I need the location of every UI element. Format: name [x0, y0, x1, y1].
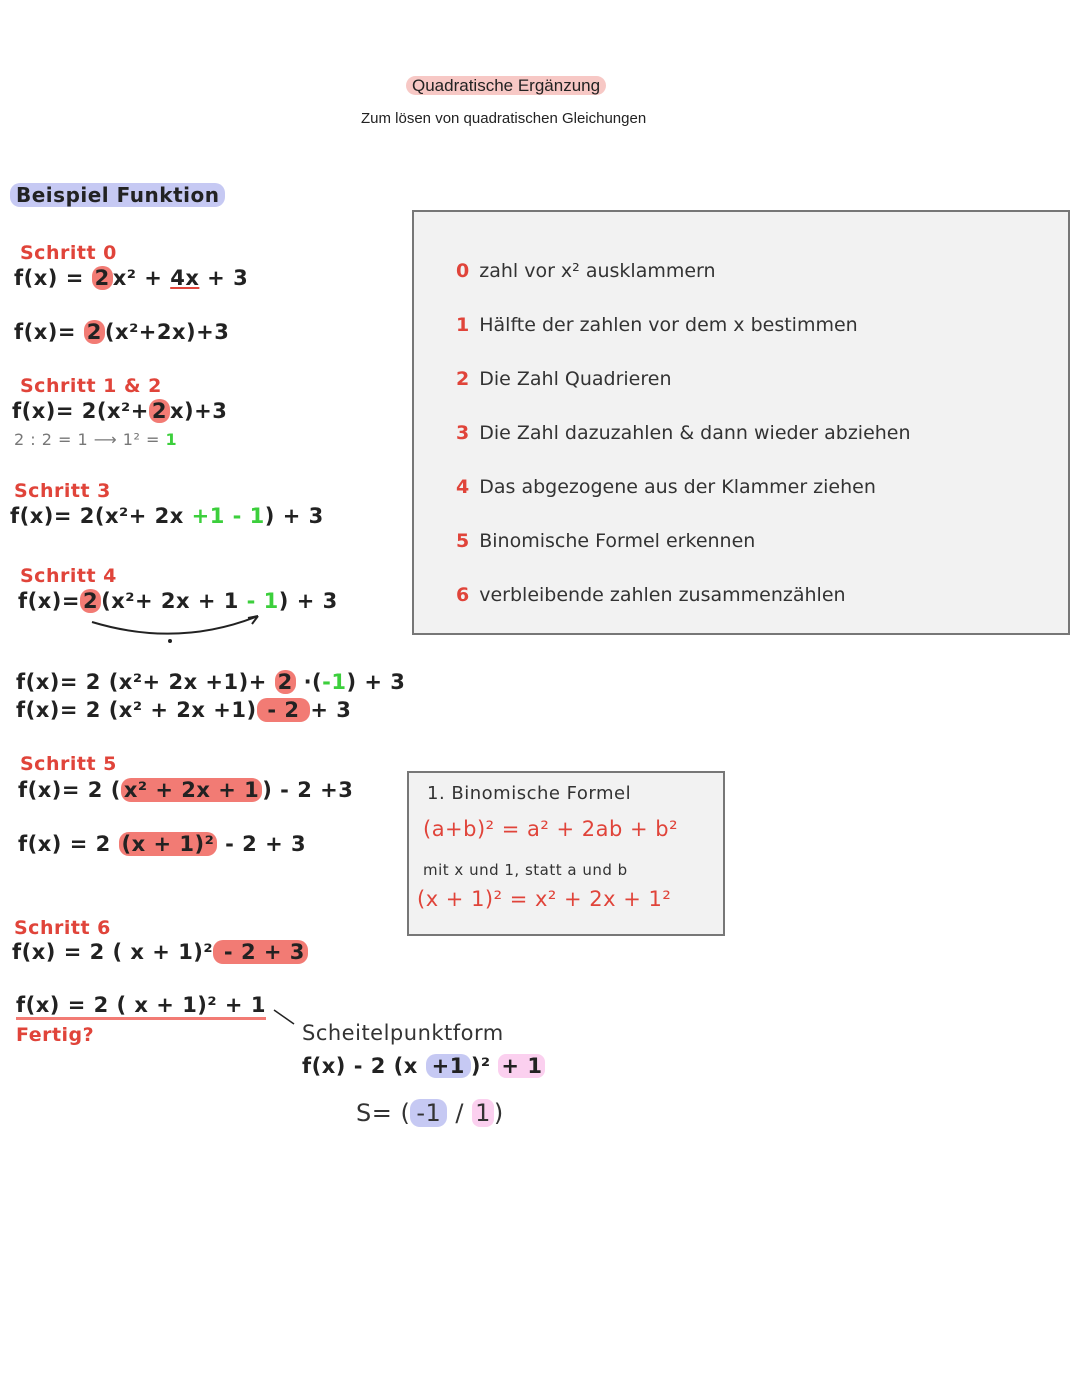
- binomial-applied: (x + 1)² = x² + 2x + 1²: [417, 887, 672, 911]
- page-subtitle: Zum lösen von quadratischen Gleichungen: [361, 110, 647, 127]
- step-5-equation-2: [18, 832, 306, 856]
- rule-item: [456, 476, 876, 498]
- move-arrow-icon: [88, 610, 268, 646]
- step-6-label: Schritt 6: [14, 917, 111, 939]
- eq-part: f(x)= 2 (: [18, 778, 121, 802]
- rule-number: 1: [456, 314, 470, 336]
- rule-item: [456, 584, 846, 606]
- eq-part: ) - 2 +3: [262, 778, 354, 802]
- eq-underlined: 4x: [170, 266, 200, 290]
- eq-highlight: x² + 2x + 1: [121, 778, 262, 802]
- rule-text: Hälfte der zahlen vor dem x bestimmen: [479, 314, 858, 336]
- step-5-equation: [18, 778, 353, 802]
- vertex-point: [356, 1099, 504, 1127]
- step-5-label: Schritt 5: [20, 753, 117, 775]
- step-0-label: Schritt 0: [20, 242, 117, 264]
- rule-number: 3: [456, 422, 470, 444]
- step-4-equation-3: [16, 698, 351, 722]
- eq-part: ) + 3: [264, 504, 324, 528]
- vertex-y: 1: [472, 1099, 494, 1127]
- eq-part: + 3: [199, 266, 249, 290]
- eq-highlight: 2: [275, 670, 296, 694]
- rule-text: zahl vor x² ausklammern: [479, 260, 716, 282]
- rules-box: [412, 210, 1070, 635]
- eq-green: +1 - 1: [191, 504, 265, 528]
- step-0-equation-2: [14, 320, 229, 344]
- rule-text: Die Zahl Quadrieren: [479, 368, 672, 390]
- vertex-part: S= (: [356, 1099, 411, 1127]
- rule-item: [456, 314, 858, 336]
- rule-item: [456, 368, 672, 390]
- rule-number: 5: [456, 530, 470, 552]
- step-0-equation: [14, 266, 248, 290]
- eq-part: f(x)=: [14, 320, 84, 344]
- rule-text: verbleibende zahlen zusammenzählen: [479, 584, 846, 606]
- eq-part: (x²+2x)+3: [104, 320, 230, 344]
- vertex-form-equation: [302, 1054, 545, 1078]
- title-text: Quadratische Ergänzung: [406, 76, 606, 95]
- eq-part: ) + 3: [346, 670, 406, 694]
- eq-part: f(x) =: [14, 266, 92, 290]
- eq-part: f(x)= 2 (x²+ 2x +1)+: [16, 670, 275, 694]
- eq-part: - 2 + 3: [217, 832, 307, 856]
- example-heading: [10, 183, 225, 207]
- rule-number: 2: [456, 368, 470, 390]
- vertex-part: /: [447, 1099, 473, 1127]
- eq-green: -1: [322, 670, 347, 694]
- step-1-2-label: Schritt 1 & 2: [20, 375, 162, 397]
- rule-item: [456, 422, 911, 444]
- eq-part: + 3: [310, 698, 352, 722]
- eq-part: ·(: [295, 670, 323, 694]
- eq-part: )²: [470, 1054, 499, 1078]
- binomial-note: mit x und 1, statt a und b: [423, 861, 628, 879]
- rule-number: 4: [456, 476, 470, 498]
- eq-highlight-pink: + 1: [498, 1054, 545, 1078]
- calc-result: 1: [165, 430, 178, 449]
- eq-part: f(x) - 2 (x: [302, 1054, 426, 1078]
- rule-text: Das abgezogene aus der Klammer ziehen: [479, 476, 876, 498]
- calc-part: 2 : 2 = 1 ⟶ 1² =: [14, 430, 166, 449]
- binomial-formula: (a+b)² = a² + 2ab + b²: [423, 817, 679, 841]
- eq-highlight: 2: [92, 266, 113, 290]
- rule-item: [456, 530, 755, 552]
- vertex-form-label: Scheitelpunktform: [302, 1021, 504, 1045]
- binomial-box: [407, 771, 725, 936]
- vertex-part: ): [493, 1099, 504, 1127]
- final-equation: f(x) = 2 ( x + 1)² + 1: [16, 993, 266, 1020]
- eq-highlight: 2: [84, 320, 105, 344]
- rule-text: Die Zahl dazuzahlen & dann wieder abziehen: [479, 422, 911, 444]
- eq-highlight: - 2: [257, 698, 311, 722]
- eq-part: f(x)= 2(x²+ 2x: [10, 504, 192, 528]
- step-1-2-calc: [14, 430, 177, 449]
- step-4-equation-2: [16, 670, 405, 694]
- eq-part: f(x)= 2 (x² + 2x +1): [16, 698, 257, 722]
- eq-highlight: 2: [80, 589, 101, 613]
- step-3-equation: [10, 504, 324, 528]
- eq-green: - 1: [246, 589, 279, 613]
- vertex-x: -1: [410, 1099, 447, 1127]
- step-6-equation: [12, 940, 308, 964]
- rule-text: Binomische Formel erkennen: [479, 530, 756, 552]
- eq-highlight: 2: [149, 399, 170, 423]
- eq-part: f(x) = 2 ( x + 1)²: [12, 940, 214, 964]
- example-label: Beispiel Funktion: [10, 183, 225, 207]
- step-3-label: Schritt 3: [14, 480, 111, 502]
- step-1-2-equation: [12, 399, 227, 423]
- rule-item: [456, 260, 716, 282]
- eq-part: f(x)=: [18, 589, 80, 613]
- rule-number: 6: [456, 584, 470, 606]
- eq-part: x² +: [112, 266, 171, 290]
- eq-highlight: - 2 + 3: [213, 940, 308, 964]
- eq-part: ) + 3: [278, 589, 338, 613]
- connector-line: [272, 1008, 298, 1028]
- eq-part: f(x) = 2: [18, 832, 119, 856]
- eq-highlight-blue: +1: [426, 1054, 471, 1078]
- eq-part: x)+3: [169, 399, 228, 423]
- binomial-title: 1. Binomische Formel: [427, 783, 632, 804]
- step-4-label: Schritt 4: [20, 565, 117, 587]
- eq-highlight: (x + 1)²: [119, 832, 218, 856]
- page-title: [406, 76, 606, 96]
- rule-number: 0: [456, 260, 470, 282]
- eq-part: (x²+ 2x + 1: [101, 589, 247, 613]
- eq-part: f(x)= 2(x²+: [12, 399, 149, 423]
- done-label: Fertig?: [16, 1024, 95, 1046]
